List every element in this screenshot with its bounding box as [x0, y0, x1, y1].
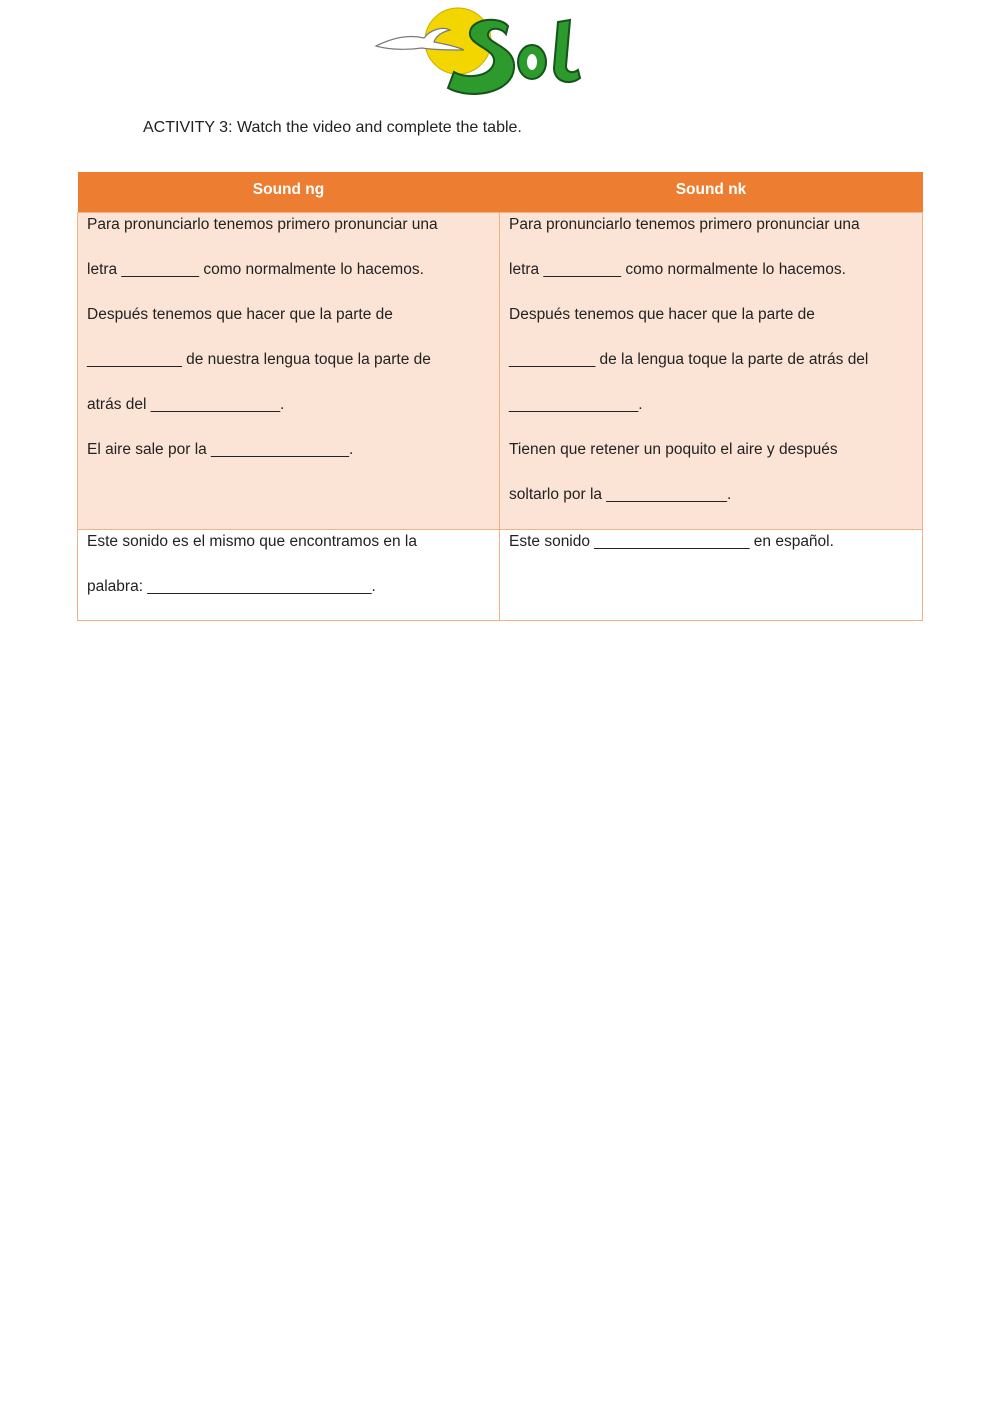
table-row: [78, 213, 923, 530]
sol-logo-graphic: [372, 4, 588, 104]
text-line: Para pronunciarlo tenemos primero pronunciar una: [87, 216, 438, 233]
cell-ng-pronunciation: [78, 213, 500, 530]
fill-in-blank[interactable]: __________ de la lengua toque la parte de atrás del: [509, 351, 869, 368]
fill-in-blank[interactable]: letra _________ como normalmente lo hacemos.: [509, 261, 846, 278]
table-row: [78, 530, 923, 621]
letter-o-hole: [527, 54, 537, 70]
fill-in-blank[interactable]: El aire sale por la ________________.: [87, 441, 354, 458]
header-sound-ng: Sound ng: [78, 172, 500, 213]
fill-in-blank[interactable]: atrás del _______________.: [87, 396, 285, 413]
text-line: Después tenemos que hacer que la parte de: [87, 306, 393, 323]
text-line: Este sonido es el mismo que encontramos en la: [87, 533, 417, 550]
sol-logo: [372, 4, 588, 104]
cell-nk-example: [500, 530, 923, 621]
text-line: Después tenemos que hacer que la parte de: [509, 306, 815, 323]
letter-l-shape: [554, 20, 580, 82]
fill-in-blank[interactable]: _______________.: [509, 396, 643, 413]
cell-ng-example: [78, 530, 500, 621]
sound-table: [77, 172, 923, 621]
table-header-row: [78, 172, 923, 213]
text-line: Para pronunciarlo tenemos primero pronunciar una: [509, 216, 860, 233]
cell-nk-pronunciation: [500, 213, 923, 530]
fill-in-blank[interactable]: palabra: __________________________.: [87, 578, 376, 595]
fill-in-blank[interactable]: letra _________ como normalmente lo hacemos.: [87, 261, 424, 278]
fill-in-blank[interactable]: Este sonido __________________ en español.: [509, 533, 834, 550]
header-sound-nk: Sound nk: [500, 172, 923, 213]
text-line: Tienen que retener un poquito el aire y después: [509, 441, 838, 458]
activity-instructions: ACTIVITY 3: Watch the video and complete the table.: [143, 119, 522, 136]
fill-in-blank[interactable]: soltarlo por la ______________.: [509, 486, 732, 503]
fill-in-blank[interactable]: ___________ de nuestra lengua toque la parte de: [87, 351, 431, 368]
